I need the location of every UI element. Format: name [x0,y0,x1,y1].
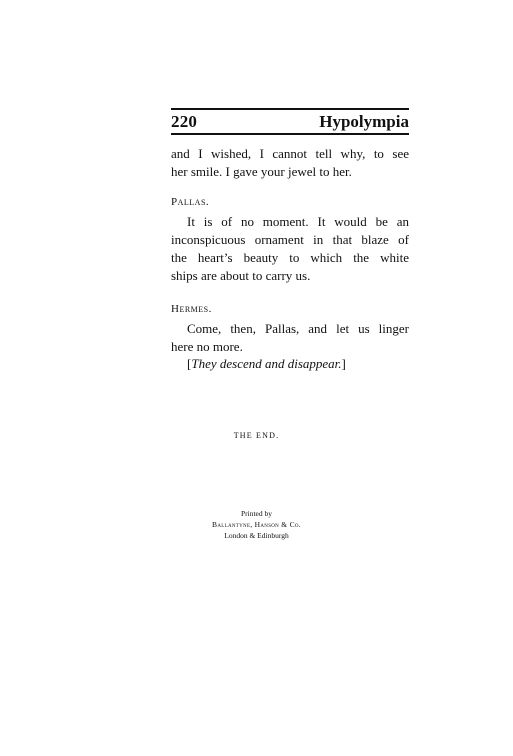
colophon-line: London & Edinburgh [224,531,289,540]
printer-name: Ballantyne, Hanson & Co. [212,520,301,529]
stage-direction-text: They descend and disappear. [191,356,342,371]
header-bottom-rule [171,133,409,135]
text-line: and I wished, I cannot tell why, to see [171,146,409,161]
opening-paragraph [171,145,409,181]
hermes-speech [171,320,409,356]
text-line: here no more. [171,339,243,354]
printer-colophon [0,508,513,541]
stage-bracket-close: ] [341,356,346,371]
running-title: Hypolympia [319,112,409,131]
header-top-rule [171,108,409,110]
text-line: ships are about to carry us. [171,268,311,283]
stage-bracket-open: [ [187,356,192,371]
pallas-speech [171,213,409,285]
text-line: It is of no moment. It would be an [187,214,409,229]
the-end: THE END. [233,431,280,440]
text-line: Come, then, Pallas, and let us linger [187,321,409,336]
colophon-line: Printed by [240,509,273,518]
speaker-hermes: Hermes. [171,303,212,315]
page-number: 220 [171,112,198,131]
text-line: inconspicuous ornament in that blaze of [171,232,409,247]
text-line: the heart’s beauty to which the white [171,250,409,265]
speaker-pallas: Pallas. [171,196,210,208]
text-line: her smile. I gave your jewel to her. [171,164,352,179]
stage-direction [187,356,346,372]
